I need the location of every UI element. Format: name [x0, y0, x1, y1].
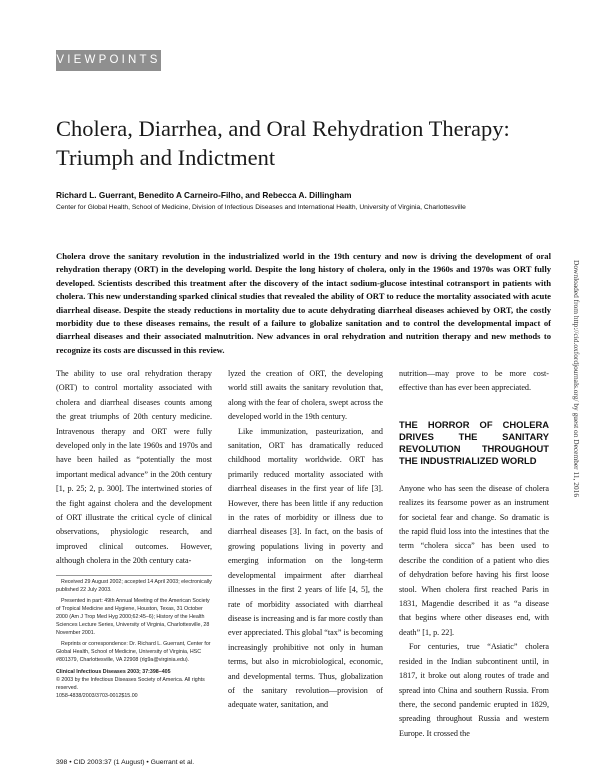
footnote-presented: Presented in part: 49th Annual Meeting of the American Society of Tropical Medicine and Hygiene, Houston, Texas, 31 October 2000 (Am J Trop Med Hyg 2000;62:45–6); History of the Health Sciences Lecture Series, University of Virginia, Charlottesville, 28 November 2001. [56, 598, 210, 636]
page-footer: 398 • CID 2003:37 (1 August) • Guerrant et al. [56, 759, 195, 766]
footnote-received: Received 29 August 2002; accepted 14 April 2003; electronically published 22 July 2003. [56, 579, 212, 593]
author-list: Richard L. Guerrant, Benedito A Carneiro-Filho, and Rebecca A. Dillingham [56, 190, 352, 200]
footnote-journal: Clinical Infectious Diseases 2003; 37:398–405 [56, 669, 171, 675]
download-watermark [571, 260, 583, 510]
footnote-divider [56, 575, 212, 576]
body-column-1 [56, 367, 212, 569]
footnote-copyright: © 2003 by the Infectious Diseases Society of America. All rights reserved. [56, 677, 205, 691]
paragraph: The ability to use oral rehydration therapy (ORT) to control mortality associated with cholera and diarrheal diseases counts among the great triumphs of 20th century medicine. Intravenous therapy and ORT were fully developed only in the late 1960s and 1970s and have been hailed as “potentially the most important medical advance” in the 20th century [1, p. 25; 2, p. 300]. The intertwined stories of the fight against cholera and the development of ORT illustrate the critical cycle of clinical observations, physiologic research, and improved clinical outcomes. However, although cholera in the 20th century cata- [56, 369, 212, 566]
body-column-3 [399, 367, 549, 741]
section-banner: VIEWPOINTS [56, 50, 161, 71]
footnote-issn: 1058-4838/2003/3703-0012$15.00 [56, 693, 138, 699]
download-watermark-text: Downloaded from http://cid.oxfordjournals.org/ by guest on December 11, 2016 [572, 260, 581, 498]
footnote-block [56, 578, 214, 700]
section-heading: THE HORROR OF CHOLERA DRIVES THE SANITARY REVOLUTION THROUGHOUT THE INDUSTRIALIZED WORLD [399, 418, 549, 466]
paragraph: Like immunization, pasteurization, and sanitation, ORT has dramatically reduced childhood mortality worldwide. ORT has primarily reduced mortality associated with diarrheal diseases in the first year of life [3]. However, there has been little if any reduction in the rates of morbidity or illness due to diarrheal diseases [3]. In fact, on the basis of growing populations living in poverty and emerging information on the long-term developmental impairment after diarrheal illnesses in the first 2 years of life [4, 5], the rate of morbidity associated with diarrheal disease is increasing and is far more costly than ever appreciated. This global “tax” is becoming increasingly prohibitive not only in human terms, but also in microbiological, economic, and developmental terms. Thus, globalization of the sanitary revolution—provision of adequate water, sanitation, and [228, 426, 383, 710]
paragraph: nutrition—may prove to be more cost-effective than has ever been appreciated. [399, 369, 549, 393]
body-column-2 [228, 367, 383, 713]
paragraph: lyzed the creation of ORT, the developing world still awaits the sanitary revolution that, along with the fear of cholera, swept across the developed world in the 19th century. [228, 369, 383, 422]
abstract: Cholera drove the sanitary revolution in the industrialized world in the 19th century and now is driving the development of oral rehydration therapy (ORT) in the developing world. Despite the long history of cholera, only in the 1960s and 1970s was ORT fully developed. Scientists described this treatment after the discovery of the intact sodium-glucose intestinal cotransport in patients with cholera. This new understanding sparked clinical studies that revealed the ability of ORT to reduce the mortality associated with acute diarrheal disease. Despite the steady reductions in mortality due to acute dehydrating diarrheal diseases achieved by ORT, the costly morbidity due to these diseases remains, the result of a failure to globalize sanitation and to control the developmental impact of diarrheal diseases and their associated malnutrition. New advances in oral rehydration and nutrition therapy and new methods to recognize its costs are discussed in this review. [56, 251, 551, 355]
author-affiliation: Center for Global Health, School of Medicine, Division of Infectious Diseases and International Health, University of Virginia, Charlottesville [56, 204, 466, 211]
article-title: Cholera, Diarrhea, and Oral Rehydration Therapy: Triumph and Indictment [56, 116, 510, 170]
paragraph: Anyone who has seen the disease of cholera realizes its fearsome power as an instrument for societal fear and change. So dramatic is the rapid fluid loss into the intestines that the term “cholera sicca” has been used to describe the condition of a patient who dies of dehydration before having his first loose stool. When cholera first reached Paris in 1831, Magendie described it as “a disease that begins where other diseases end, with death” [1, p. 22]. [399, 483, 549, 637]
footnote-reprints: Reprints or correspondence: Dr. Richard L. Guerrant, Center for Global Health, School of Medicine, University of Virginia, HSC #801379, Charlottesville, VA 22908 (rlg9a@virginia.edu). [56, 641, 211, 663]
paragraph: For centuries, true “Asiatic” cholera resided in the Indian subcontinent until, in 1817, it broke out along routes of trade and spread into China and southern Russia. From there, the second pandemic erupted in 1829, spreading throughout Russia and western Europe. It crossed the [399, 642, 549, 738]
